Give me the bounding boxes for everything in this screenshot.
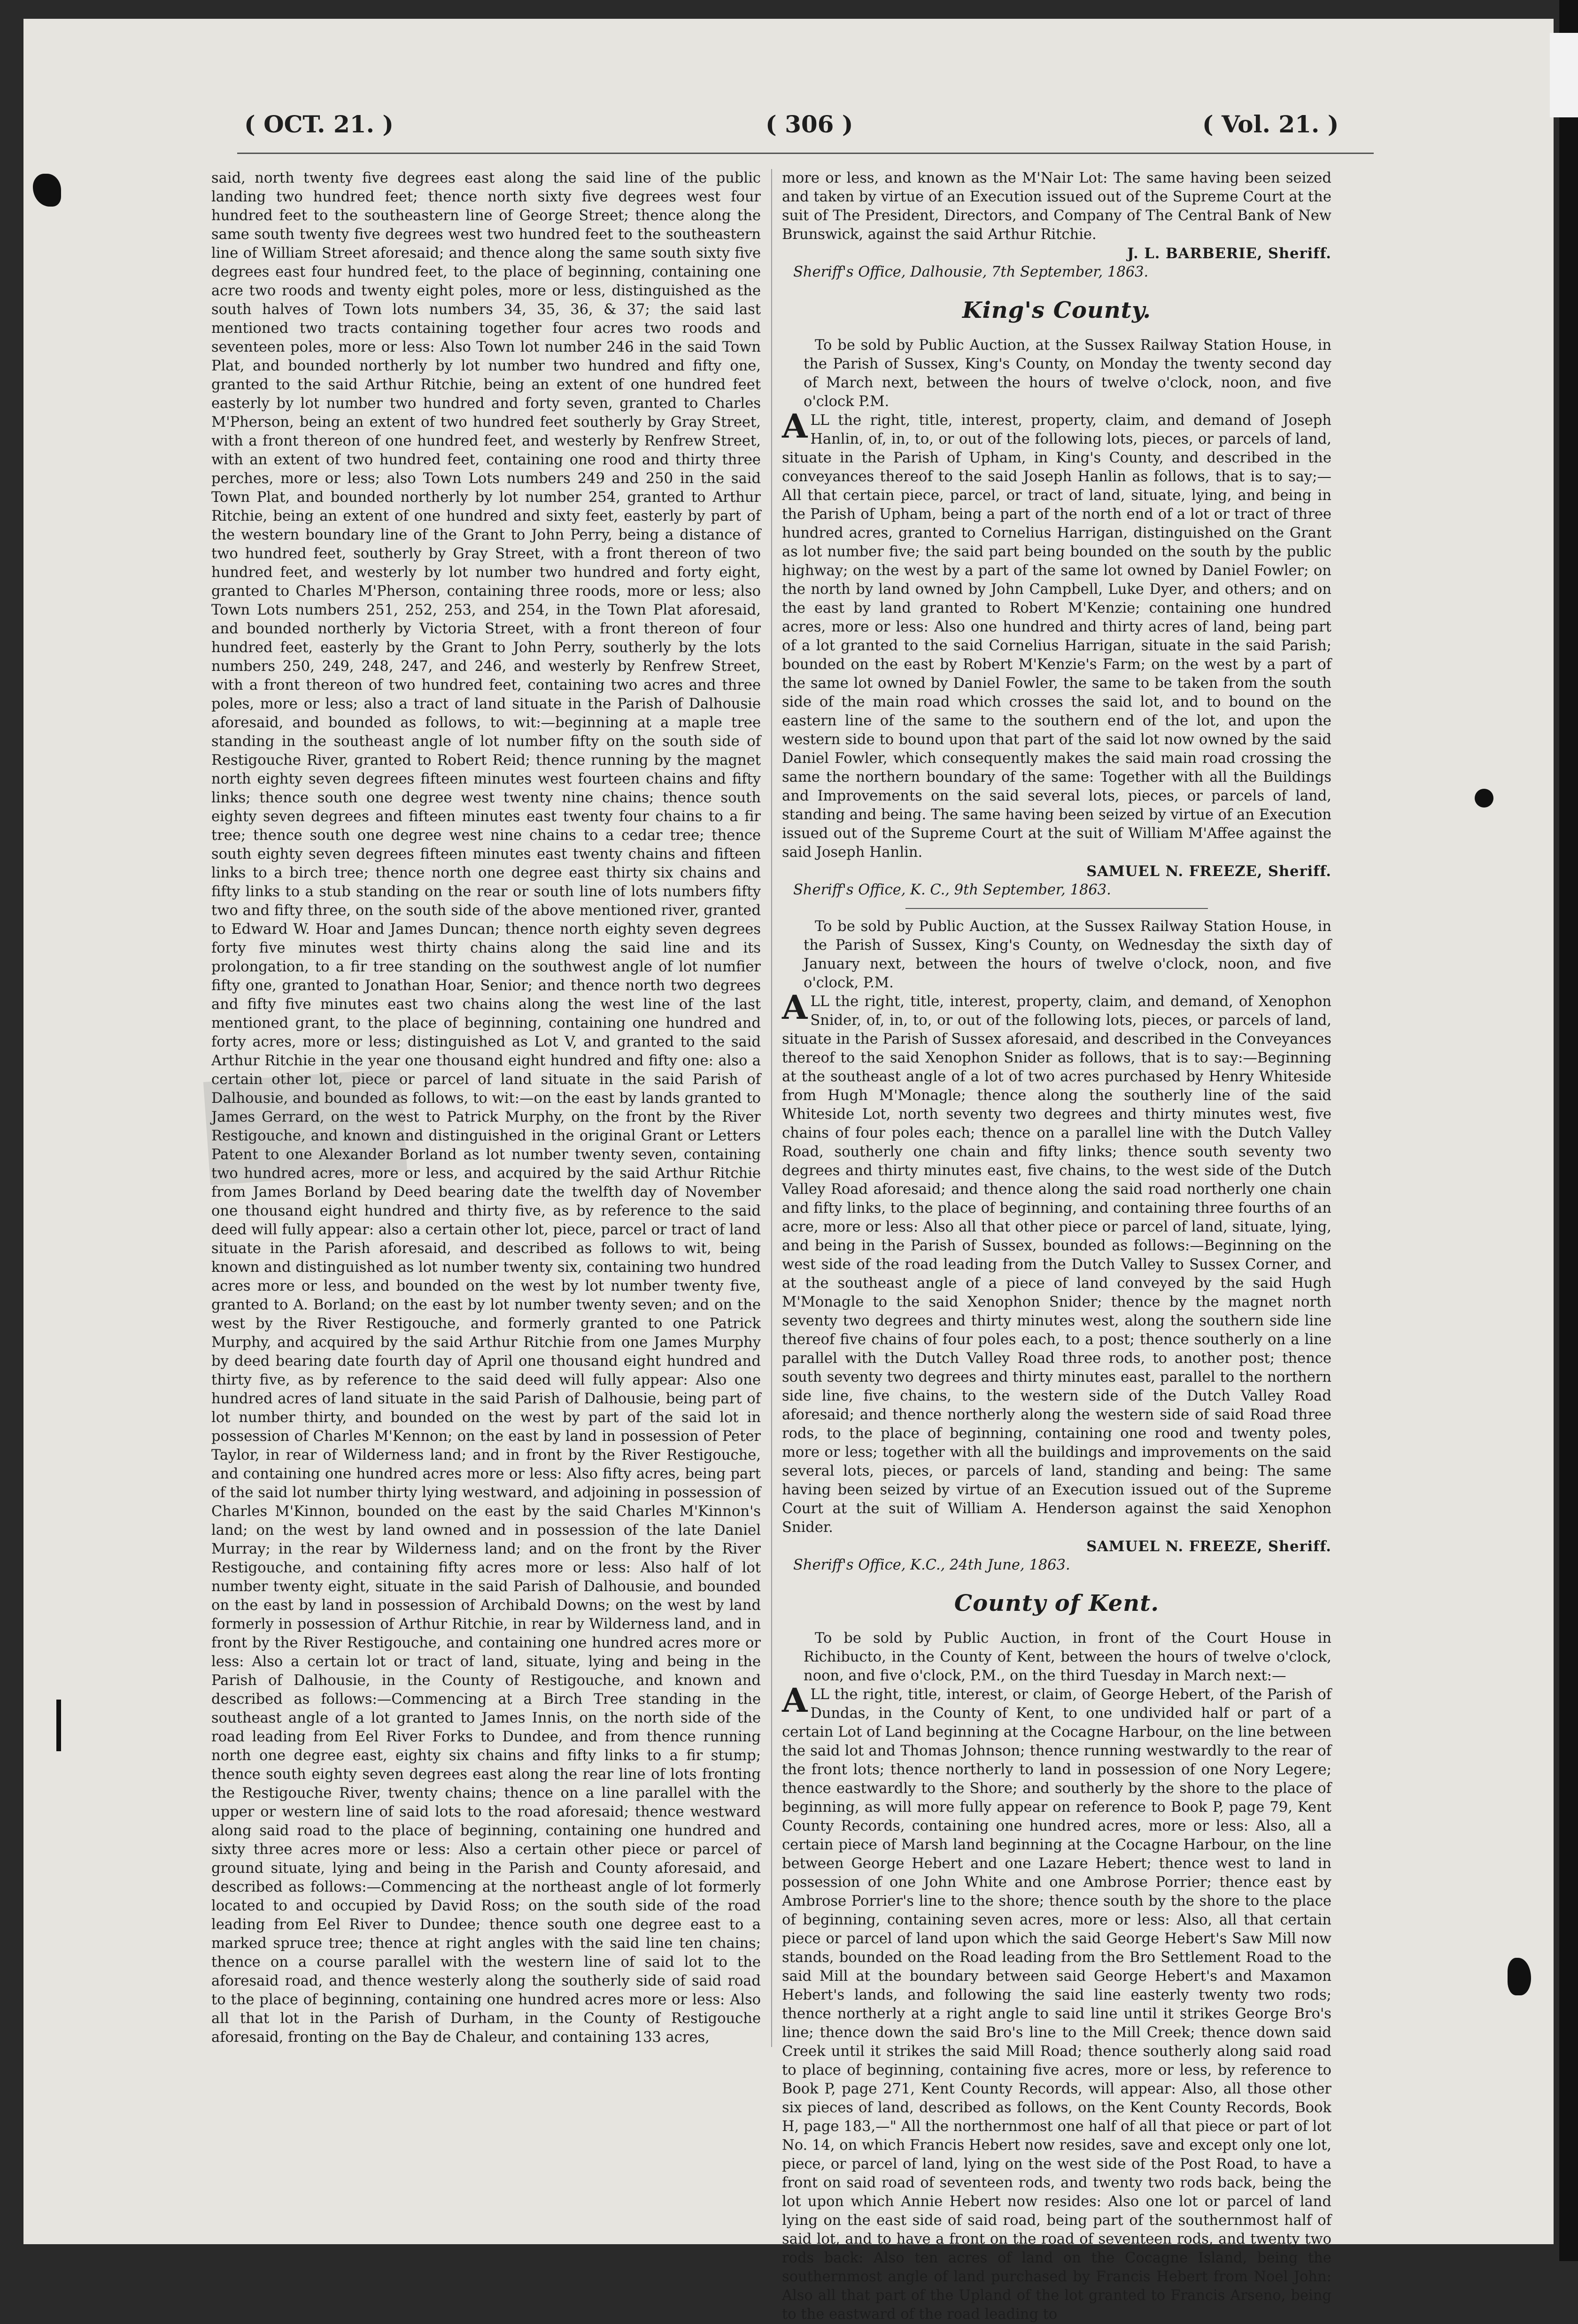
page-header [23,110,1554,162]
header-volume: ( Vol. 21. ) [1202,110,1339,138]
header-page-number: ( 306 ) [766,110,853,138]
notice-separator [905,908,1208,909]
notice1-heading: To be sold by Public Auction, at the Sussex Railway Station House, in the Parish of Sussex, King's County, on Monday the twenty second day of March next, between the hours of twelve o'clock, noon, and five o'clock P.M. [804,337,1331,410]
notice3-dropcap: A [782,1681,808,1720]
scan-artifact-mark [56,1700,61,1751]
scan-artifact-mark [33,174,61,207]
scan-artifact-mark [1475,789,1493,808]
scan-artifact-mark [1508,1958,1531,1995]
notice1-body-wrap [782,407,1331,862]
binding-tab [1550,33,1578,117]
notice2-body: LL the right, title, interest, property, claim, and demand, of Xenophon Snider, of, in, to, or out of the following lots, pieces, or parcels of land, situate in the Parish of Sussex aforesaid, and described in the Conveyances thereof to the said Xenophon Snider as follows, that is to say:—Beginning at the southeast angle of a lot of two acres purchased by Henry Whiteside from Hugh M'Monagle; thence along the southerly line of the said Whiteside Lot, north seventy two degrees and thirty minutes west, five chains of four poles each; thence on a parallel line with the Dutch Valley Road, southerly one chain and fifty links; thence south seventy two degrees and thirty minutes east, five chains, to the west side of the Dutch Valley Road aforesaid; and thence along the said road northerly one chain and fifty links, to the place of beginning, and containing three fourths of an acre, more or less: Also all that other piece or parcel of land, situate, lying, and being in the Parish of Sussex, bounded as follows:—Beginning on the west side of the road leading from the Dutch Valley to Sussex Corner, and at the southeast angle of a piece of land conveyed by the said Hugh M'Monagle to the said Xenophon Snider; thence by the magnet north seventy two degrees and thirty minutes west, along the southern side line thereof five chains of four poles each, to a post; thence southerly on a line parallel with the Dutch Valley Road three rods, to another post; thence south seventy two degrees and thirty minutes east, parallel to the northern side line, five chains, to the western side of the Dutch Valley Road aforesaid; and thence northerly along the western side of said Road three rods, to the place of beginning, containing one rood and twenty poles, more or less; together with all the buildings and improvements on the said several lots, pieces, or parcels of land, standing and being: The same having been seized by virtue of an Execution issued out of the Supreme Court at the suit of William A. Henderson against the said Xenophon Snider. [782,993,1331,1536]
opening-signature: J. L. BARBERIE, Sheriff. [1127,245,1331,262]
newspaper-page [23,19,1554,2323]
right-column [782,169,1331,2323]
notice2-signature: SAMUEL N. FREEZE, Sheriff. [1086,1538,1331,1555]
notice1-dropcap: A [782,407,808,446]
opening-text: more or less, and known as the M'Nair Lot: The same having been seized and taken by virtue of an Execution issued out of the Supreme Court at the suit of The President, Directors, and Company of The Central Bank of New Brunswick, against the said Arthur Ritchie. [782,170,1331,243]
notice3-body: LL the right, title, interest, or claim, of George Hebert, of the Parish of Dundas, in the County of Kent, to one undivided half or part of a certain Lot of Land beginning at the Cocagne Harbour, on the line between the said lot and Thomas Johnson; thence running westwardly to the rear of the front lots; thence northerly to land in possession of one Nory Legere; thence eastwardly to the Shore; and southerly by the shore to the place of beginning, as will more fully appear on reference to Book P, page 79, Kent County Records, containing one hundred acres, more or less: Also, all a certain piece of Marsh land beginning at the Cocagne Harbour, on the line between George Hebert and one Lazare Hebert; thence west to land in possession of one John White and one Ambrose Porrier; thence east by Ambrose Porrier's line to the shore; thence south by the shore to the place of beginning, containing seven acres, more or less: Also, all that certain piece or parcel of land upon which the said George Hebert's Saw Mill now stands, bounded on the Road leading from the Bro Settlement Road to the said Mill at the boundary between said George Hebert's and Maxamon Hebert's lands, and following the said line easterly twenty two rods; thence northerly at a right angle to said line until it strikes George Bro's line; thence down the said Bro's line to the Mill Creek; thence down said Creek until it strikes the said Mill Road; thence southerly along said road to place of beginning, containing five acres, more or less, by reference to Book P, page 271, Kent County Records, will appear: Also, all those other six pieces of land, described as follows, on the Kent County Records, Book H, page 183,—" All the northernmost one half of all that piece or part of lot No. 14, on which Francis Hebert now resides, save and except only one lot, piece, or parcel of land, lying on the west side of the Post Road, to have a front on said road of seventeen rods, and twenty two rods back, being the lot upon which Annie Hebert now resides: Also one lot or parcel of land lying on the east side of said road, being part of the southernmost half of said lot, and to have a front on the road of seventeen rods, and twenty two rods back: Also ten acres of land on the Cocagne Island, being the southernmost angle of land purchased by Francis Hebert from Noel John: Also all that part of the Upland of the lot granted to Francis Arseno, being to the eastward of the road leading to [782,1686,1331,2323]
binding-edge [1559,0,1578,2261]
notice2-body-wrap [782,988,1331,1537]
header-date: ( OCT. 21. ) [244,110,394,138]
notice1-dateline: Sheriff's Office, K. C., 9th September, 1863. [793,882,1111,898]
notice2-heading: To be sold by Public Auction, at the Sussex Railway Station House, in the Parish of Sussex, King's County, on Wednesday the sixth day of January next, between the hours of twelve o'clock, noon, and five o'clock, P.M. [804,918,1331,991]
section-title-county-of-kent: County of Kent. [954,1590,1160,1616]
opening-dateline: Sheriff's Office, Dalhousie, 7th September, 1863. [793,264,1149,280]
column-divider [771,169,772,2047]
notice3-body-wrap [782,1681,1331,2324]
section-title-kings-county: King's County. [962,297,1152,323]
header-rule [237,153,1374,154]
notice1-body: LL the right, title, interest, property, claim, and demand of Joseph Hanlin, of, in, to, or out of the following lots, pieces, or parcels of land, situate in the Parish of Upham, in King's County, and described in the conveyances thereof to the said Joseph Hanlin as follows, that is to say;—All that certain piece, parcel, or tract of land, situate, lying, and being in the Parish of Upham, being a part of the north end of a lot or tract of three hundred acres, granted to Cornelius Harrigan, distinguished on the Grant as lot number five; the said part being bounded on the south by the public highway; on the west by a part of the same lot owned by Daniel Fowler; on the north by land owned by John Campbell, Luke Dyer, and others; and on the east by land granted to Robert M'Kenzie; containing one hundred acres, more or less: Also one hundred and thirty acres of land, being part of a lot granted to the said Cornelius Harrigan, situate in the said Parish; bounded on the east by Robert M'Kenzie's Farm; on the west by a part of the same lot owned by Daniel Fowler, the same to be taken from the south side of the main road which crosses the said lot, and to bound on the eastern line of the same to the southern end of the lot, and upon the western side to bound upon that part of the said lot now owned by the said Daniel Fowler, which consequently makes the said main road crossing the same the northern boundary of the same: Together with all the Buildings and Improvements on the said several lots, pieces, or parcels of land, standing and being. The same having been seized by virtue of an Execution issued out of the Supreme Court at the suit of William M'Affee against the said Joseph Hanlin. [782,412,1331,861]
notice2-dateline: Sheriff's Office, K.C., 24th June, 1863. [793,1557,1070,1573]
notice3-heading: To be sold by Public Auction, in front of the Court House in Richibucto, in the County of Kent, between the hours of twelve o'clock, noon, and five o'clock, P.M., on the third Tuesday in March next:— [804,1630,1331,1684]
notice1-signature: SAMUEL N. FREEZE, Sheriff. [1086,863,1331,880]
left-column [211,169,761,2085]
left-column-text: said, north twenty five degrees east along the said line of the public landing two hundred feet; thence north sixty five degrees west four hundred feet to the southeastern line of George Street; thence along the same south twenty five degrees west two hundred feet to the southeastern line of William Street aforesaid; and thence along the same south sixty five degrees east four hundred feet, to the place of beginning, containing one acre two roods and twenty eight poles, more or less, distinguished as the south halves of Town lots numbers 34, 35, 36, & 37; the said last mentioned two tracts containing together four acres two roods and seventeen poles, more or less: Also Town lot number 246 in the said Town Plat, and bounded northerly by lot number two hundred and fifty one, granted to the said Arthur Ritchie, being an extent of one hundred feet easterly by lot number two hundred and forty seven, granted to Charles M'Pherson, being an extent of two hundred feet southerly by Gray Street, with a front thereon of one hundred feet, and westerly by Renfrew Street, with an extent of two hundred feet, containing one rood and thirty three perches, more or less; also Town Lots numbers 249 and 250 in the said Town Plat, and bounded northerly by lot number 254, granted to Arthur Ritchie, being an extent of one hundred and sixty feet, easterly by part of the western boundary line of the Grant to John Perry, being a distance of two hundred feet, southerly by Gray Street, with a front thereon of two hundred feet, and westerly by lot number two hundred and forty eight, granted to Charles M'Pherson, containing three roods, more or less; also Town Lots numbers 251, 252, 253, and 254, in the Town Plat aforesaid, and bounded northerly by Victoria Street, with a front thereon of four hundred feet, easterly by the Grant to John Perry, southerly by the lots numbers 250, 249, 248, 247, and 246, and westerly by Renfrew Street, with a front thereon of two hundred feet, containing two acres and three poles, more or less; also a tract of land situate in the Parish of Dalhousie aforesaid, and bounded as follows, to wit:—beginning at a maple tree standing in the southeast angle of lot number fifty on the south side of Restigouche River, granted to Robert Reid; thence running by the magnet north eighty seven degrees fifteen minutes west fourteen chains and fifty links; thence south one degree west twenty nine chains; thence south eighty seven degrees and fifteen minutes east twenty four chains to a fir tree; thence south one degree west nine chains to a cedar tree; thence south eighty seven degrees fifteen minutes east twenty chains and fifteen links to a birch tree; thence north one degree east thirty six chains and fifty links to a stub standing on the rear or south line of lots numbers fifty two and fifty three, on the south side of the above mentioned river, granted to Edward W. Hoar and James Duncan; thence north eighty seven degrees forty five minutes west thirty chains along the said line and its prolongation, to a fir tree standing on the southwest angle of lot numfier fifty one, granted to Jonathan Hoar, Senior; and thence north two degrees and fifty five minutes east two chains along the west line of the last mentioned grant, to the place of beginning, containing one hundred and forty acres, more or less; distinguished as Lot V, and granted to the said Arthur Ritchie in the year one thousand eight hundred and fifty one: also a certain other lot, piece or parcel of land situate in the said Parish of Dalhousie, and bounded as follows, to wit:—on the east by lands granted to James Gerrard, on the west to Patrick Murphy, on the front by the River Restigouche, and known and distinguished in the original Grant or Letters Patent to one Alexander Borland as lot number twenty seven, containing two hundred acres, more or less, and acquired by the said Arthur Ritchie from James Borland by Deed bearing date the twelfth day of November one thousand eight hundred and thirty five, as by reference to the said deed will fully appear: also a certain other lot, piece, parcel or tract of land situate in the Parish aforesaid, and described as follows to wit, being known and distinguished as lot number twenty six, containing two hundred acres more or less, and bounded on the west by lot number twenty five, granted to A. Borland; on the east by lot number twenty seven; and on the west by the River Restigouche, and formerly granted to one Patrick Murphy, and acquired by the said Arthur Ritchie from one James Murphy by deed bearing date fourth day of April one thousand eight hundred and thirty five, as by reference to the said deed will fully appear: Also one hundred acres of land situate in the said Parish of Dalhousie, being part of lot number thirty, and bounded on the west by part of the said lot in possession of Charles M'Kennon; on the east by land in possession of Peter Taylor, in rear of Wilderness land; and in front by the River Restigouche, and containing one hundred acres more or less: Also fifty acres, being part of the said lot number thirty lying westward, and adjoining in possession of Charles M'Kinnon, bounded on the east by the said Charles M'Kinnon's land; on the west by land owned and in possession of the late Daniel Murray; in the rear by Wilderness land; and on the front by the River Restigouche, and containing fifty acres more or less: Also half of lot number twenty eight, situate in the said Parish of Dalhousie, and bounded on the east by land in possession of Archibald Downs; on the west by land formerly in possession of Arthur Ritchie, in rear by Wilderness land, and in front by the River Restigouche, and containing one hundred acres more or less: Also a certain lot or tract of land, situate, lying and being in the Parish of Dalhousie, in the County of Restigouche, and known and described as follows:—Commencing at a Birch Tree standing in the southeast angle of a lot granted to James Innis, on the north side of the road leading from Eel River Forks to Dundee, and from thence running north one degree east, eighty six chains and fifty links to a fir stump; thence south eighty seven degrees east along the rear line of lots fronting the Restigouche River, twenty chains; thence on a line parallel with the upper or western line of said lots to the road aforesaid; thence westward along said road to the place of beginning, containing one hundred and sixty three acres more or less: Also a certain other piece or parcel of ground situate, lying and being in the Parish and County aforesaid, and described as follows:—Commencing at the northeast angle of lot formerly located to and occupied by David Ross; on the south side of the road leading from Eel River to Dundee; thence south one degree east to a marked spruce tree; thence at right angles with the said line ten chains; thence on a course parallel with the western line of said lot to the aforesaid road, and thence westerly along the southerly side of said road to the place of beginning, containing one hundred acres more or less: Also all that lot in the Parish of Durham, in the County of Restigouche aforesaid, fronting on the Bay de Chaleur, and containing 133 acres, [211,170,761,2046]
notice2-dropcap: A [782,988,808,1027]
